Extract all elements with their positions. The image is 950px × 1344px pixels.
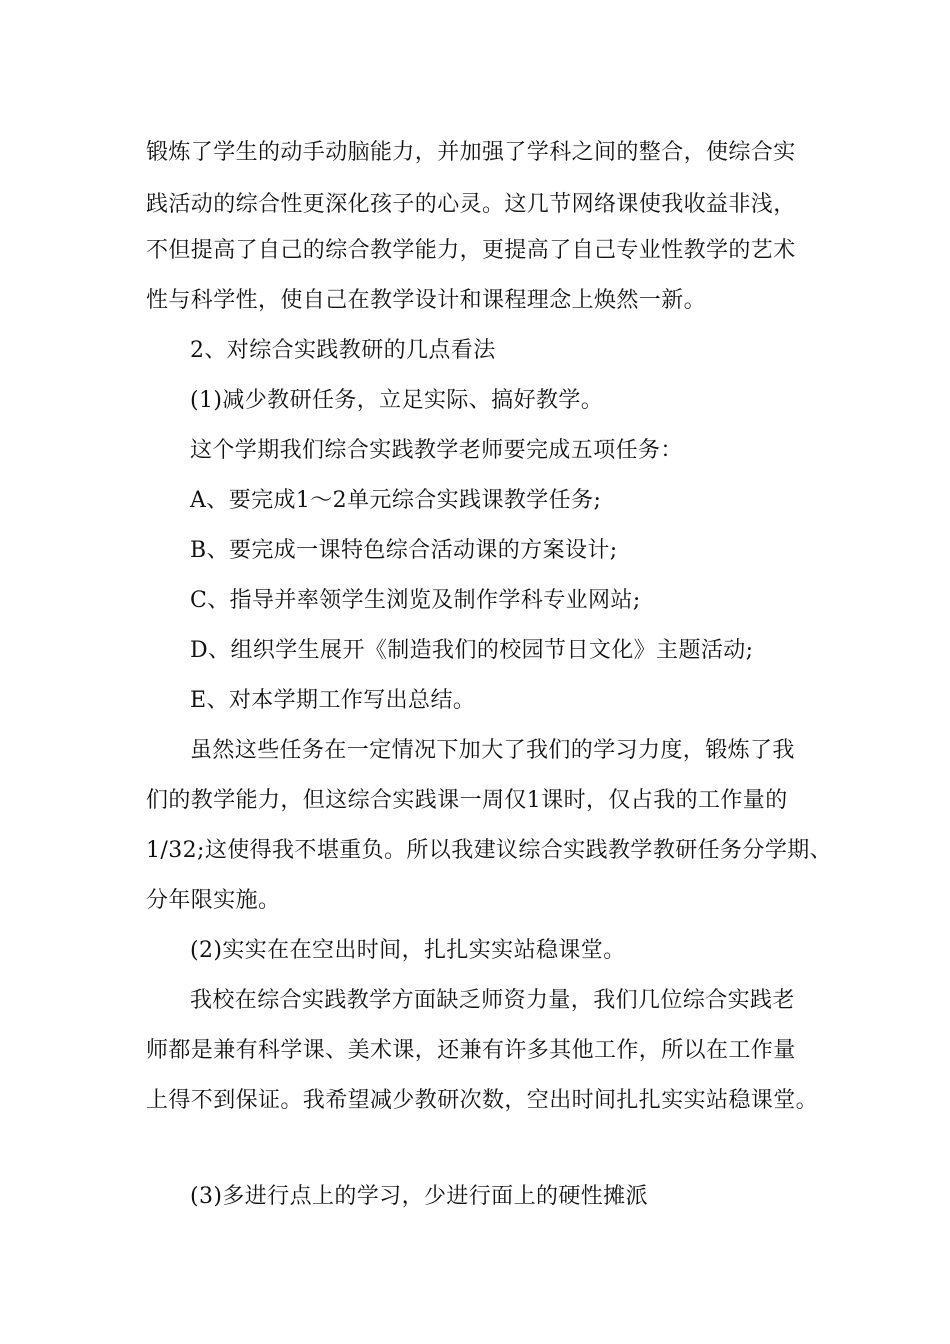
task-item-b: B、要完成一课特色综合活动课的方案设计; [190,538,618,563]
text-line-7: 这个学期我们综合实践教学老师要完成五项任务： [190,438,683,463]
text-line-4: 性与科学性，使自己在教学设计和课程理念上焕然一新。 [146,288,707,313]
text-line-18: 我校在综合实践教学方面缺乏师资力量，我们几位综合实践老 [190,988,795,1013]
text-line-1: 锻炼了学生的动手动脑能力，并加强了学科之间的整合，使综合实 [146,140,796,165]
text-line-16: 分年限实施。 [146,888,281,913]
task-item-c: C、指导并率领学生浏览及制作学科专业网站; [190,588,641,613]
task-item-e: E、对本学期工作写出总结。 [190,688,476,713]
task-item-d: D、组织学生展开《制造我们的校园节日文化》主题活动; [190,638,754,663]
task-item-a: A、要完成1～2单元综合实践课教学任务; [190,488,602,513]
text-line-13: 虽然这些任务在一定情况下加大了我们的学习力度，锻炼了我 [190,738,795,763]
text-line-19: 师都是兼有科学课、美术课，还兼有许多其他工作，所以在工作量 [146,1038,796,1063]
subheading-1: (1)减少教研任务，立足实际、搞好教学。 [190,388,604,413]
text-line-2: 践活动的综合性更深化孩子的心灵。这几节网络课使我收益非浅， [146,192,796,217]
section-heading: 2、对综合实践教研的几点看法 [190,338,496,363]
subheading-2: (2)实实在在空出时间，扎扎实实站稳课堂。 [190,938,626,963]
text-line-15: 1/32;这使得我不堪重负。所以我建议综合实践教学教研任务分学期、 [146,838,833,863]
text-line-20: 上得不到保证。我希望减少教研次数，空出时间扎扎实实站稳课堂。 [146,1088,819,1113]
subheading-3: (3)多进行点上的学习，少进行面上的硬性摊派 [190,1184,648,1209]
text-line-3: 不但提高了自己的综合教学能力，更提高了自己专业性教学的艺术 [146,238,796,263]
text-line-14: 们的教学能力，但这综合实践课一周仅1课时，仅占我的工作量的 [146,788,788,813]
